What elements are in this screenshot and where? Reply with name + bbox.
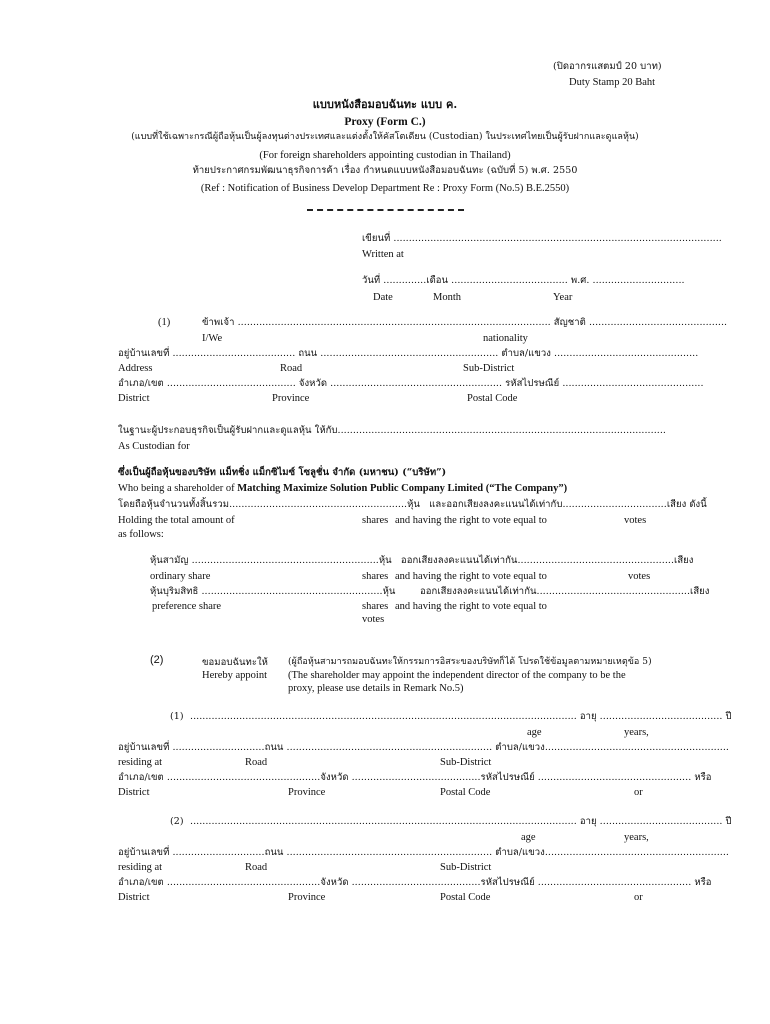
proxy-1-road-label-en: Road [245, 757, 268, 768]
proxy-1-years-label-en: years, [624, 727, 649, 738]
preference-share-label-en: preference share [152, 601, 222, 612]
proxy-2-residing-label-en: residing at [118, 862, 163, 873]
duty-stamp-th: (ปิดอากรแสตมป์ 20 บาท) [553, 61, 662, 72]
shareholder-prefix: Who being a shareholder of [118, 483, 238, 494]
company-shareholder-en [118, 482, 567, 495]
form-title-th: แบบหนังสือมอบฉันทะ แบบ ค. [312, 98, 458, 111]
preference-share-field[interactable]: หุ้นบุริมสิทธิ ...........................................................หุ้น ออกเสียงลงคะแนนได้เท่ากัน..................................................เสียง [150, 586, 710, 597]
form-title-en: Proxy (Form C.) [344, 116, 426, 128]
as-follows-label-en: as follows: [118, 529, 164, 540]
proxy-2-subdistrict-label-en: Sub-District [440, 862, 492, 873]
proxy-1-residing-label-en: residing at [118, 757, 163, 768]
year-label-en: Year [553, 292, 573, 303]
hereby-appoint-en: Hereby appoint [202, 670, 268, 681]
written-at-label-en: Written at [362, 249, 404, 260]
proxy-2-district-label-en: District [118, 892, 150, 903]
proxy-1-age-label-en: age [527, 727, 542, 738]
form-subtitle-en: (For foreign shareholders appointing custodian in Thailand) [259, 150, 511, 161]
total-shares-field[interactable]: โดยถือหุ้นจำนวนทั้งสิ้นรวม..........................................................หุ้น และออกเสียงลงคะแนนได้เท่ากับ..................................เสียง ดังนี้ [118, 499, 707, 510]
company-shareholder-th: ซึ่งเป็นผู้ถือหุ้นของบริษัท แม็ทชิ่ง แม็กซิไมซ์ โซลูชั่น จำกัด (มหาชน) (“บริษัท”) [118, 467, 447, 478]
form-reference-en: (Ref : Notification of Business Develop Department Re : Proxy Form (No.5) B.E.2550) [200, 183, 570, 194]
proxy-2-years-label-en: years, [624, 832, 649, 843]
nationality-label-en: nationality [483, 333, 528, 344]
independent-director-note-en-2: proxy, please use details in Remark No.5) [288, 683, 464, 694]
shareholder-name-field[interactable]: ข้าพเจ้า ...................................................................................................... สัญชาติ ............................................. [202, 317, 728, 328]
custodian-label-en: As Custodian for [118, 441, 190, 452]
proxy-2-number: (2) [170, 816, 184, 827]
total-shares-label-en: shares [362, 515, 389, 526]
independent-director-note-th: (ผู้ถือหุ้นสามารถมอบฉันทะให้กรรมการอิสระของบริษัทก็ได้ โปรดใช้ข้อมูลตามหมายเหตุข้อ 5) [288, 657, 652, 667]
road-label-en: Road [280, 363, 303, 374]
ordinary-votes-label-en: votes [628, 571, 651, 582]
total-votes-label-en: votes [624, 515, 647, 526]
proxy-2-address-field[interactable]: อยู่บ้านเลขที่ ..............................ถนน ................................................................... ตำบล/แขวง............................................................ [118, 847, 730, 858]
date-field[interactable]: วันที่ ..............เดือน ...................................... พ.ศ. .............................. [362, 275, 685, 286]
shareholder-address-field[interactable]: อยู่บ้านเลขที่ ........................................ ถนน .......................................................... ตำบล/แขวง ............................................... [118, 348, 699, 359]
preference-right-label-en: and having the right to vote equal to [395, 601, 547, 612]
ordinary-share-label-en: ordinary share [150, 571, 211, 582]
ordinary-right-label-en: and having the right to vote equal to [395, 571, 547, 582]
ordinary-share-field[interactable]: หุ้นสามัญ .............................................................หุ้น ออกเสียงลงคะแนนได้เท่ากัน...................................................เสียง [150, 555, 694, 566]
proxy-1-province-label-en: Province [288, 787, 326, 798]
form-subtitle-th: (แบบที่ใช้เฉพาะกรณีผู้ถือหุ้นเป็นผู้ลงทุนต่างประเทศและแต่งตั้งให้คัสโตเดียน (Custodian) ในประเทศไทยเป็นผู้รับฝากและดูแลหุ้น) [131, 132, 639, 142]
proxy-1-or-label-en: or [634, 787, 643, 798]
proxy-2-or-label-en: or [634, 892, 643, 903]
proxy-2-province-label-en: Province [288, 892, 326, 903]
preference-votes-label-en: votes [362, 614, 385, 625]
district-label-en: District [118, 393, 150, 404]
hereby-appoint-th: ขอมอบฉันทะให้ [202, 657, 268, 668]
independent-director-note-en-1: (The shareholder may appoint the independent director of the company to be the [288, 670, 626, 681]
total-right-label-en: and having the right to vote equal to [395, 515, 547, 526]
proxy-1-district-label-en: District [118, 787, 150, 798]
section-2-number: (2) [150, 654, 164, 666]
shareholder-district-field[interactable]: อำเภอ/เขต .......................................... จังหวัด ........................................................ รหัสไปรษณีย์ .............................................. [118, 378, 704, 389]
postal-code-label-en: Postal Code [467, 393, 518, 404]
header-separator [307, 209, 464, 211]
custodian-for-field[interactable]: ในฐานะผู้ประกอบธุรกิจเป็นผู้รับฝากและดูแลหุ้น ให้กับ........................................................................................................... [118, 425, 666, 436]
total-amount-label-en: Holding the total amount of [118, 515, 235, 526]
proxy-2-age-label-en: age [521, 832, 536, 843]
proxy-2-road-label-en: Road [245, 862, 268, 873]
iwe-label-en: I/We [202, 333, 223, 344]
proxy-1-postal-label-en: Postal Code [440, 787, 491, 798]
month-label-en: Month [433, 292, 462, 303]
date-label-en: Date [373, 292, 393, 303]
subdistrict-label-en: Sub-District [463, 363, 515, 374]
ordinary-shares-label-en: shares [362, 571, 389, 582]
company-name: Matching Maximize Solution Public Company Limited (“The Company”) [237, 483, 568, 494]
proxy-2-postal-label-en: Postal Code [440, 892, 491, 903]
proxy-2-district-field[interactable]: อำเภอ/เขต ..................................................จังหวัด ..........................................รหัสไปรษณีย์ .................................................. หรือ [118, 877, 712, 888]
province-label-en: Province [272, 393, 310, 404]
written-at-field[interactable]: เขียนที่ ........................................................................................................... [362, 233, 722, 244]
proxy-1-district-field[interactable]: อำเภอ/เขต ..................................................จังหวัด ..........................................รหัสไปรษณีย์ .................................................. หรือ [118, 772, 712, 783]
proxy-2-name-field[interactable]: .............................................................................................................................. อายุ ........................................ ปี [190, 816, 732, 827]
address-label-en: Address [118, 363, 153, 374]
proxy-1-subdistrict-label-en: Sub-District [440, 757, 492, 768]
section-1-number: (1) [158, 317, 171, 328]
proxy-1-address-field[interactable]: อยู่บ้านเลขที่ ..............................ถนน ................................................................... ตำบล/แขวง............................................................ [118, 742, 730, 753]
proxy-1-name-field[interactable]: .............................................................................................................................. อายุ ........................................ ปี [190, 711, 732, 722]
preference-shares-label-en: shares [362, 601, 389, 612]
proxy-1-number: (1) [170, 711, 184, 722]
form-reference-th: ท้ายประกาศกรมพัฒนาธุรกิจการค้า เรื่อง กำหนดแบบหนังสือมอบฉันทะ (ฉบับที่ 5) พ.ศ. 2550 [192, 165, 578, 176]
duty-stamp-en: Duty Stamp 20 Baht [569, 77, 656, 88]
